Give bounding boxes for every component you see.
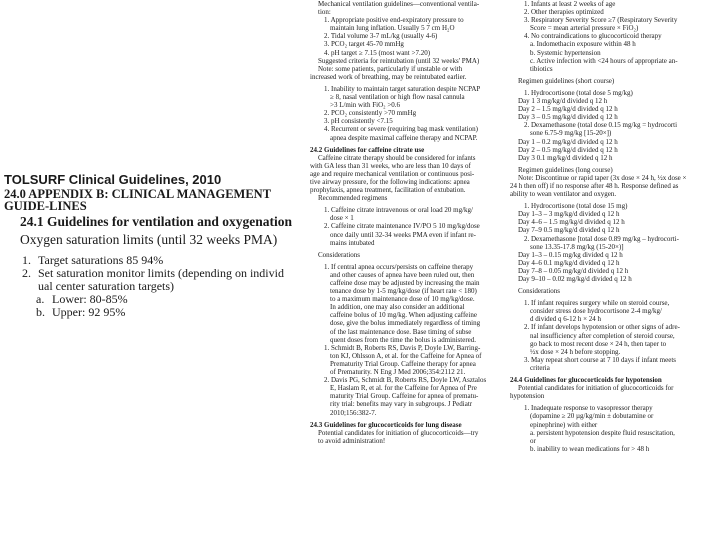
text-line: 1. If central apnea occurs/persists on caffeine therapy (324, 262, 474, 271)
text-line: E, Haslam R, et al. for the Caffeine for Apnea of Pre (330, 384, 477, 393)
text-line: In addition, one may also consider an additional (330, 303, 465, 312)
text-line: 2. Dexamethasone (total dose 0.15 mg/kg = hydrocorti (524, 121, 678, 130)
text-line: c. Active infection with <24 hours of appropriate an- (530, 56, 678, 65)
text-line: Day 2 – 0.5 mg/kg/d divided q 12 h (518, 145, 618, 154)
text-line: Day 4–6 0.1 mg/kg/d divided q 12 h (518, 258, 620, 267)
right-column (510, 0, 718, 453)
text-line: criteria (530, 363, 550, 372)
text-line: tive airway pressure, for the following indications: apnea (310, 177, 470, 186)
middle-column (310, 0, 506, 445)
text-line: 1. Inadequate response to vasopressor therapy (524, 404, 653, 413)
text-line: 2. If infant develops hypotension or other signs of adre- (524, 323, 680, 332)
text-line: 1. If infant requires surgery while on steroid course, (524, 299, 670, 308)
text-line: 1. Hydrocortisone (total dose 5 mg/kg) (524, 88, 633, 97)
appendix-heading: 24.0 APPENDIX B: CLINICAL MANAGEMENT GUIDE-LINES (4, 187, 271, 213)
text-line: a. Indomethacin exposure within 48 h (530, 40, 636, 49)
text-line: quent doses from the time the bolus is administered. (330, 335, 477, 344)
header-title: TOLSURF Clinical Guidelines, 2010 (4, 172, 222, 187)
text-line: Prematurity Trial Group. Caffeine therapy for apnea (330, 359, 476, 368)
text-line: of the last maintenance dose. Base timing of subse (330, 327, 472, 336)
text-line: tibiotics (530, 64, 553, 73)
text-line: ½x dose × 24 h before stopping. (530, 347, 621, 356)
text-line: Day 2 – 1.5 mg/kg/d divided q 12 h (518, 105, 618, 114)
text-line: ≥ 8, nasal ventilation or high flow nasal cannula (330, 93, 465, 102)
text-line: dose × 1 (330, 214, 354, 223)
text-line: Mechanical ventilation guidelines—conventional ventila- (318, 0, 480, 8)
text-line: d divided q 6-12 h × 24 h (530, 315, 602, 324)
text-line: prophylaxis, apnea treatment, facilitation of extubation. (310, 186, 466, 195)
text-line: sone 6.75-9 mg/kg [15-20×]) (530, 129, 612, 138)
section-heading: 24.3 Guidelines for glucocorticoids for lung disease (310, 420, 462, 429)
text-line: nal insufficiency after completion of steroid course, (530, 331, 675, 340)
text-line: apnea despite maximal caffeine therapy and NCPAP. (330, 133, 478, 142)
text-line: 2. Davis PG, Schmidt B, Roberts RS, Doyle LW, Asztalos (324, 376, 487, 385)
text-line: mains intubated (330, 238, 375, 247)
text-line: 2. Other therapies optimized (524, 8, 604, 17)
text-line: 1. Inability to maintain target saturation despite NCPAP (324, 84, 481, 93)
text-line: tion: (318, 8, 331, 17)
section-heading: 24.2 Guidelines for caffeine citrate use (310, 145, 425, 154)
text-line: epinephrine) with either (530, 420, 598, 429)
text-line: 2. Dexamethasone [total dose 0.89 mg/kg – hydrocorti- (524, 234, 679, 243)
text-line: 3. May repeat short course at 7 10 days if infant meets (524, 355, 677, 364)
text-line: maintain lung inflation. Usually 5 7 cm H₂O (330, 24, 455, 33)
text-line: 1. Schmidt B, Roberts RS, Davis P, Doyle LW, Barring- (324, 343, 481, 352)
text-line: caffeine bolus of 10 mg/kg. When adjusting caffeine (330, 311, 477, 320)
text-line: Day 3 – 0.5 mg/kg/d divided q 12 h (518, 113, 618, 122)
text-line: Recommended regimens (318, 194, 388, 203)
text-line: Day 1–3 – 3 mg/kg/d divided q 12 h (518, 210, 620, 219)
text-line: Day 4–6 – 1.5 mg/kg/d divided q 12 h (518, 218, 625, 227)
text-line: to avoid administration! (318, 436, 386, 445)
text-line: Day 7–9 0.5 mg/kg/d divided q 12 h (518, 226, 620, 235)
text-line: sone 13.35-17.8 mg/kg (15-20×)] (530, 242, 624, 251)
text-line: 4. No contraindications to glucocorticoid therapy (524, 32, 662, 41)
list-item: b. Upper: 92 95% (36, 305, 126, 319)
text-line: b. inability to wean medications for > 48 h (530, 444, 650, 453)
text-line: Day 1 3 mg/kg/d divided q 12 h (518, 97, 608, 106)
text-line: to a maximum maintenance dose of 10 mg/kg/dose. (330, 295, 475, 304)
text-line: Considerations (518, 287, 560, 296)
text-line: Regimen guidelines (short course) (518, 76, 615, 85)
text-line: increased work of breathing, may be reintubated earlier. (310, 72, 467, 81)
text-line: 1. Infants at least 2 weeks of age (524, 0, 616, 8)
text-line: 1. Appropriate positive end-expiratory pressure to (324, 16, 464, 25)
text-line: >3 L/min with FiO₂ >0.6 (330, 101, 401, 110)
list-item: 2. Set saturation monitor limits (depending on individ ual center saturation targets) (22, 266, 284, 293)
saturation-list (22, 254, 300, 319)
oxygen-limits-heading: Oxygen saturation limits (until 32 weeks PMA) (20, 232, 278, 247)
text-line: ability to wean ventilator and oxygen. (510, 190, 617, 199)
text-line: (dopamine ≥ 20 µg/kg/min ± dobutamine or (530, 412, 654, 421)
text-line: Score = mean arterial pressure × FiO₂) (530, 24, 639, 33)
text-line: 3. Respiratory Severity Score ≥7 (Respiratory Severity (524, 16, 678, 25)
text-line: 3. pH consistently <7.15 (324, 117, 393, 126)
text-line: or (530, 436, 536, 445)
text-line: b. Systemic hypertension (530, 48, 601, 57)
text-line: consider stress dose hydrocortisone 2-4 mg/kg/ (530, 307, 663, 316)
text-line: Considerations (318, 250, 360, 259)
text-line: Note: some patients, particularly if unstable or with (318, 64, 463, 73)
text-line: and other causes of apnea have been ruled out, then (330, 270, 475, 279)
text-line: 1. Caffeine citrate intravenous or oral load 20 mg/kg/ (324, 206, 473, 215)
list-item: 1. Target saturations 85 94% (22, 253, 164, 267)
text-line: Suggested criteria for reintubation (until 32 weeks' PMA) (318, 56, 480, 65)
text-line: with GA less than 31 weeks, who are less than 10 days of (310, 161, 471, 170)
text-line: 2010;156:382-7. (330, 408, 377, 417)
text-line: 2. PCO₂ consistently >70 mmHg (324, 109, 417, 118)
text-line: 24 h then off) if no response after 48 h. Response defined as (510, 181, 679, 190)
text-line: go back to most recent dose × 24 h, then taper to (530, 339, 667, 348)
text-line: 2. Caffeine citrate maintenance IV/PO 5 10 mg/kg/dose (324, 222, 480, 231)
text-line: age and require mechanical ventilation or continuous posi- (310, 169, 475, 178)
text-line: Regimen guidelines (long course) (518, 165, 613, 174)
text-line: 4. pH target ≥ 7.15 (most want >7.20) (324, 48, 431, 57)
text-line: 2. Tidal volume 3-7 mL/kg (usually 4-6) (324, 32, 438, 41)
text-line: 4. Recurrent or severe (requiring bag mask ventilation) (324, 125, 478, 134)
text-line: dose, give the bolus immediately regardless of timing (330, 319, 481, 328)
text-line: Caffeine citrate therapy should be considered for infants (318, 153, 476, 162)
text-line: once daily until 32-34 weeks PMA even if infant re- (330, 230, 476, 239)
text-line: 3. PCO₂ target 45-70 mmHg (324, 40, 404, 49)
text-line: Note: Discontinue or rapid taper (3x dose × 24 h, ½x dose × (518, 173, 687, 182)
text-line: Day 9–10 – 0.02 mg/kg/d divided q 12 h (518, 275, 632, 283)
text-line: Day 1 – 0.2 mg/kg/d divided q 12 h (518, 137, 618, 146)
text-line: ton KJ, Ohlsson A, et al. for the Caffeine for Apnea of (330, 351, 482, 360)
text-line: of Prematurity. N Eng J Med 2006;354:2112 21. (330, 368, 466, 377)
text-line: rity trial: benefits may vary in subgroups. J Pediatr (330, 400, 473, 409)
text-line: a. persistent hypotension despite fluid resuscitation, (530, 428, 675, 437)
text-line: maturity Trial Group. Caffeine for apnea of prematu- (330, 392, 479, 401)
list-item: a. Lower: 80-85% (36, 292, 128, 306)
text-line: Potential candidates for initiation of glucocorticoids for (518, 384, 674, 393)
text-line: tenance dose by 1-5 mg/kg/dose (if heart rate < 180) (330, 287, 477, 296)
text-line: hypotension (510, 392, 545, 401)
text-line: 1. Hydrocortisone (total dose 15 mg) (524, 202, 628, 211)
text-line: Day 3 0.1 mg/kg/d divided q 12 h (518, 153, 613, 162)
section-heading: 24.1 Guidelines for ventilation and oxygenation (20, 214, 293, 229)
section-heading: 24.4 Guidelines for glucocorticoids for hypotension (510, 376, 662, 385)
text-line: Potential candidates for initiation of glucocorticoids—try (318, 428, 479, 437)
text-line: caffeine dose may be adjusted by increasing the main (330, 279, 480, 287)
text-line: Day 1–3 – 0.15 mg/kg divided q 12 h (518, 250, 623, 259)
text-line: Day 7–8 – 0.05 mg/kg/d divided q 12 h (518, 266, 629, 275)
